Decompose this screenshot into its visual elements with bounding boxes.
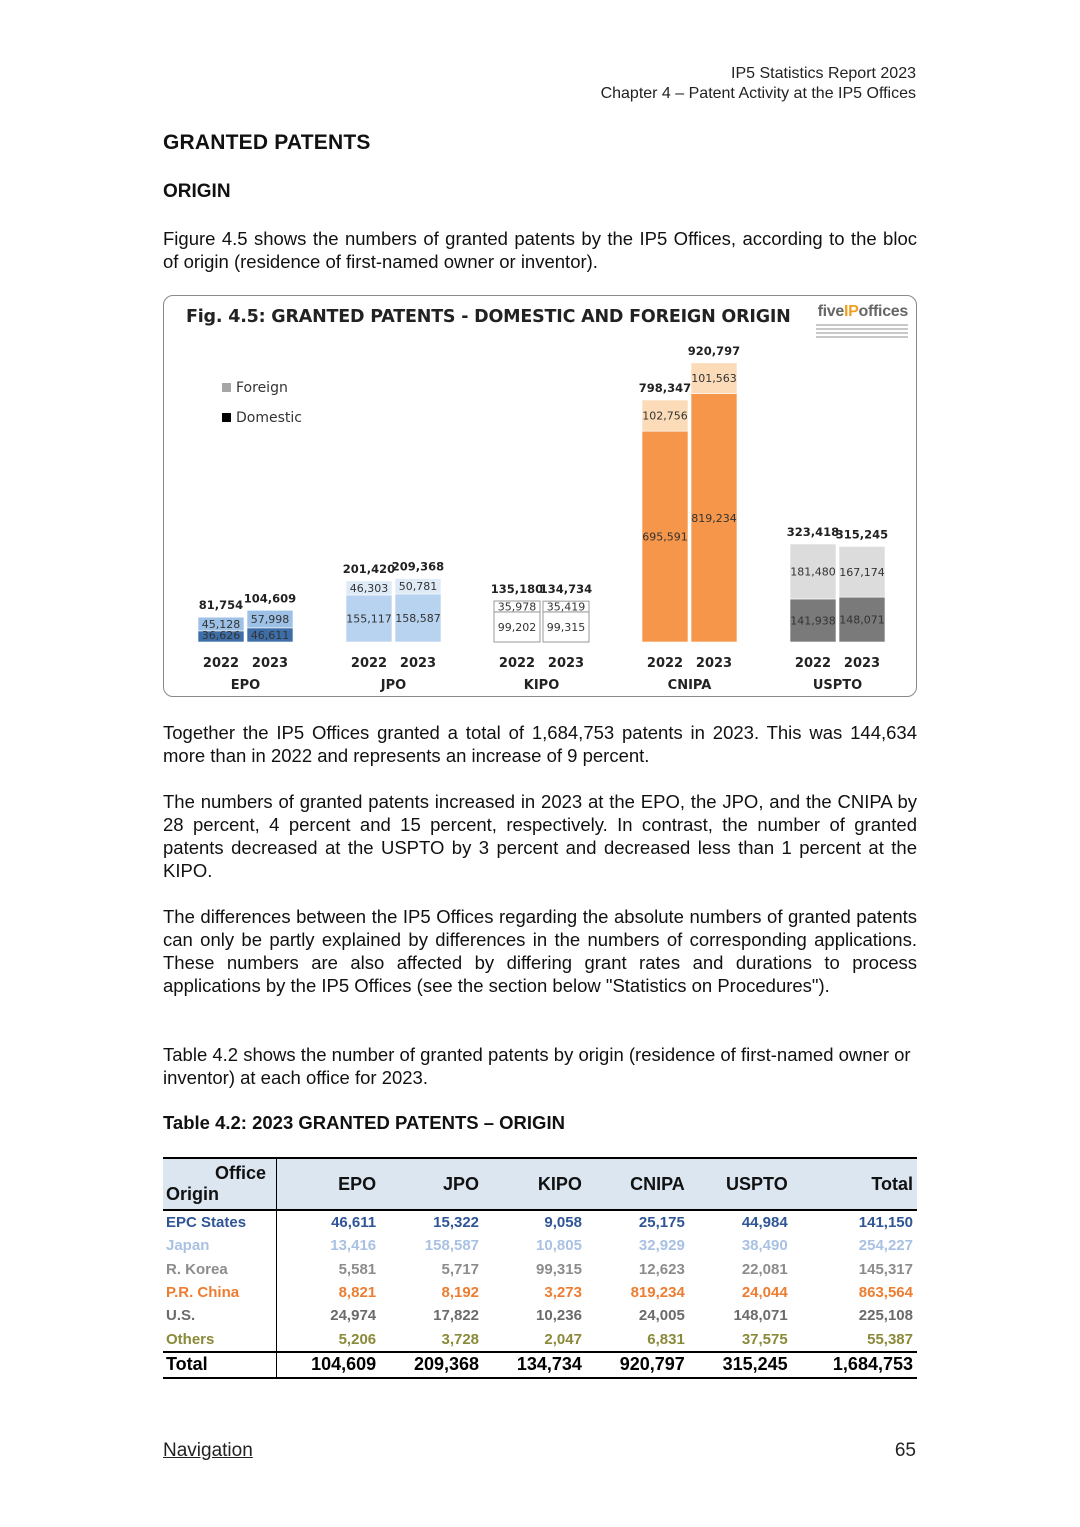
- cell-total: 145,317: [858, 1260, 913, 1278]
- cell-cnipa: 12,623: [638, 1260, 685, 1278]
- total-cell-kipo: 134,734: [483, 1352, 586, 1378]
- cell-jpo: 8,192: [441, 1284, 480, 1302]
- cell-epo: 8,821: [338, 1284, 377, 1302]
- cell-uspto: 22,081: [741, 1260, 788, 1278]
- data-label-total: 798,347: [638, 380, 692, 395]
- cell-epo: 5,206: [338, 1330, 377, 1348]
- data-label-total: 209,368: [391, 559, 445, 574]
- data-label-domestic: 819,234: [691, 511, 737, 525]
- cell-cnipa: 32,929: [638, 1237, 685, 1255]
- cell-uspto: 37,575: [741, 1330, 788, 1348]
- x-tick-office: CNIPA: [667, 678, 712, 693]
- table-body: [163, 1210, 917, 1378]
- summary-paragraph: Together the IP5 Offices granted a total of 1,684,753 patents in 2023. This was 144,634 more than in 2022 and represents an increase of 9 percent.: [163, 722, 917, 766]
- data-label-foreign: 35,978: [497, 600, 537, 614]
- row-label: Total: [163, 1352, 277, 1378]
- cell-kipo: 9,058: [544, 1214, 582, 1232]
- cell-kipo: 2,047: [544, 1330, 582, 1348]
- column-header-jpo: JPO: [380, 1158, 483, 1210]
- column-header-kipo: KIPO: [483, 1158, 586, 1210]
- column-header-total: Total: [792, 1158, 917, 1210]
- cell-kipo: 99,315: [536, 1260, 582, 1278]
- data-label-total: 81,754: [198, 598, 244, 613]
- table-row-japan: [163, 1234, 917, 1257]
- table-corner-header: [163, 1158, 277, 1210]
- table-row-pr-china: [163, 1281, 917, 1304]
- table-row-total: [163, 1352, 917, 1378]
- table-title: Table 4.2: 2023 GRANTED PATENTS – ORIGIN: [163, 1112, 565, 1133]
- cell-cnipa: 25,175: [638, 1214, 685, 1232]
- logo-suffix: offices: [858, 303, 908, 320]
- column-header-cnipa: CNIPA: [586, 1158, 689, 1210]
- cell-epo: 13,416: [330, 1237, 377, 1255]
- cell-total: 254,227: [858, 1237, 913, 1255]
- cell-cnipa: 819,234: [630, 1284, 685, 1302]
- row-label: U.S.: [163, 1304, 277, 1327]
- x-tick-year: 2022: [202, 656, 240, 671]
- data-label-foreign: 57,998: [250, 613, 290, 627]
- fiveipoffices-logo: [816, 303, 908, 338]
- data-label-total: 134,734: [539, 582, 593, 597]
- x-tick-office: USPTO: [812, 678, 863, 693]
- x-tick-year: 2023: [399, 656, 437, 671]
- cell-total: 225,108: [858, 1307, 913, 1325]
- data-label-total: 201,420: [342, 561, 396, 576]
- trend-paragraph: The numbers of granted patents increased in 2023 at the EPO, the JPO, and the CNIPA by 28 percent, 4 percent and 15 percent, respectively. In contrast, the number of granted patents decreased at the USPTO by 3 percent and decreased less than 1 percent at the KIPO.: [163, 791, 917, 881]
- total-cell-epo: 104,609: [277, 1352, 381, 1378]
- data-label-foreign: 35,419: [546, 600, 586, 614]
- data-label-total: 135,180: [490, 582, 544, 597]
- data-label-domestic: 36,626: [201, 629, 241, 642]
- granted-patents-origin-table: [163, 1157, 917, 1379]
- cell-total: 55,387: [867, 1330, 913, 1348]
- data-label-domestic: 148,071: [839, 613, 885, 627]
- report-title: IP5 Statistics Report 2023: [731, 65, 916, 82]
- data-label-domestic: 99,315: [546, 620, 586, 634]
- x-tick-office: JPO: [380, 678, 407, 693]
- cell-total: 141,150: [858, 1214, 913, 1232]
- legend-label-foreign: Foreign: [236, 380, 288, 396]
- legend-label-domestic: Domestic: [236, 410, 302, 426]
- x-tick-year: 2022: [794, 656, 832, 671]
- x-tick-year: 2023: [843, 656, 881, 671]
- row-label: Others: [163, 1327, 277, 1351]
- x-tick-office: KIPO: [523, 678, 560, 693]
- table-row-r-korea: [163, 1258, 917, 1281]
- cell-kipo: 10,236: [536, 1307, 582, 1325]
- logo-subtitle-lines: [816, 324, 908, 338]
- cell-epo: 5,581: [338, 1260, 377, 1278]
- x-tick-office: EPO: [230, 678, 261, 693]
- cell-uspto: 44,984: [741, 1214, 788, 1232]
- figure-4-5: [163, 295, 917, 697]
- row-label: P.R. China: [163, 1281, 277, 1304]
- data-label-total: 104,609: [243, 591, 297, 606]
- legend-swatch-domestic: [222, 413, 231, 422]
- section-title: GRANTED PATENTS: [163, 131, 371, 154]
- x-tick-year: 2022: [350, 656, 388, 671]
- data-label-foreign: 181,480: [790, 565, 836, 579]
- x-tick-year: 2022: [498, 656, 536, 671]
- cell-epo: 46,611: [331, 1214, 377, 1232]
- page-number: 65: [894, 1440, 916, 1461]
- differences-paragraph: The differences between the IP5 Offices regarding the absolute numbers of granted patents can only be partly explained by differences in the numbers of corresponding applications. These numbers are also affected by differing grant rates and durations to process applications by the IP5 Offices (see the section below "Statistics on Procedures").: [163, 906, 917, 996]
- row-label: R. Korea: [163, 1258, 277, 1281]
- cell-jpo: 15,322: [433, 1214, 480, 1232]
- cell-total: 863,564: [858, 1284, 913, 1302]
- x-tick-year: 2023: [547, 656, 585, 671]
- cell-cnipa: 6,831: [647, 1330, 685, 1348]
- table-row-epc-states: [163, 1210, 917, 1234]
- chart-legend: [222, 380, 302, 440]
- x-tick-year: 2022: [646, 656, 684, 671]
- logo-prefix: five: [817, 303, 844, 320]
- legend-swatch-foreign: [222, 383, 231, 392]
- data-label-foreign: 102,756: [642, 409, 688, 423]
- table-row-others: [163, 1327, 917, 1351]
- total-cell-jpo: 209,368: [380, 1352, 483, 1378]
- corner-origin-label: Origin: [166, 1184, 219, 1204]
- table-header-row: [163, 1158, 917, 1210]
- total-cell-uspto: 315,245: [689, 1352, 792, 1378]
- total-cell-total: 1,684,753: [792, 1352, 917, 1378]
- legend-item-foreign: [222, 380, 302, 396]
- data-label-foreign: 50,781: [398, 580, 438, 594]
- data-label-total: 920,797: [687, 343, 741, 358]
- table-intro-paragraph: Table 4.2 shows the number of granted patents by origin (residence of first-named owner or inventor) at each office for 2023.: [163, 1044, 911, 1088]
- subsection-title: ORIGIN: [163, 181, 231, 202]
- cell-jpo: 5,717: [441, 1260, 480, 1278]
- cell-cnipa: 24,005: [638, 1307, 685, 1325]
- legend-item-domestic: [222, 410, 302, 426]
- x-tick-year: 2023: [251, 656, 289, 671]
- row-label: Japan: [163, 1234, 277, 1257]
- data-label-domestic: 46,611: [250, 628, 290, 642]
- cell-jpo: 3,728: [441, 1330, 480, 1348]
- data-label-domestic: 99,202: [497, 620, 537, 634]
- total-cell-cnipa: 920,797: [586, 1352, 689, 1378]
- data-label-foreign: 45,128: [201, 618, 241, 632]
- data-label-domestic: 155,117: [346, 612, 392, 626]
- cell-jpo: 158,587: [424, 1237, 480, 1255]
- cell-uspto: 38,490: [741, 1237, 788, 1255]
- row-label: EPC States: [163, 1210, 277, 1234]
- cell-jpo: 17,822: [433, 1307, 480, 1325]
- data-label-foreign: 167,174: [839, 565, 885, 579]
- data-label-total: 323,418: [786, 524, 840, 539]
- data-label-domestic: 695,591: [642, 530, 688, 544]
- chapter-title: Chapter 4 – Patent Activity at the IP5 Offices: [600, 85, 916, 102]
- cell-kipo: 10,805: [536, 1237, 582, 1255]
- intro-paragraph: Figure 4.5 shows the numbers of granted patents by the IP5 Offices, according to the bloc of origin (residence of first-named owner or inventor).: [163, 228, 917, 272]
- column-header-uspto: USPTO: [689, 1158, 792, 1210]
- logo-ip: IP: [843, 303, 859, 320]
- cell-uspto: 24,044: [741, 1284, 788, 1302]
- data-label-domestic: 158,587: [395, 611, 441, 625]
- x-tick-year: 2023: [695, 656, 733, 671]
- column-header-epo: EPO: [277, 1158, 381, 1210]
- running-header: [601, 64, 916, 104]
- data-label-foreign: 46,303: [349, 581, 389, 595]
- data-label-total: 315,245: [835, 527, 889, 542]
- cell-uspto: 148,071: [733, 1307, 788, 1325]
- chart-title: Fig. 4.5: GRANTED PATENTS - DOMESTIC AND FOREIGN ORIGIN: [186, 307, 791, 327]
- navigation-link[interactable]: Navigation: [163, 1440, 253, 1461]
- corner-office-label: Office: [214, 1163, 266, 1183]
- table-row-us: [163, 1304, 917, 1327]
- data-label-domestic: 141,938: [790, 614, 836, 628]
- cell-kipo: 3,273: [544, 1284, 582, 1302]
- cell-epo: 24,974: [330, 1307, 377, 1325]
- data-label-foreign: 101,563: [691, 372, 737, 386]
- stacked-bar-chart: [164, 296, 916, 696]
